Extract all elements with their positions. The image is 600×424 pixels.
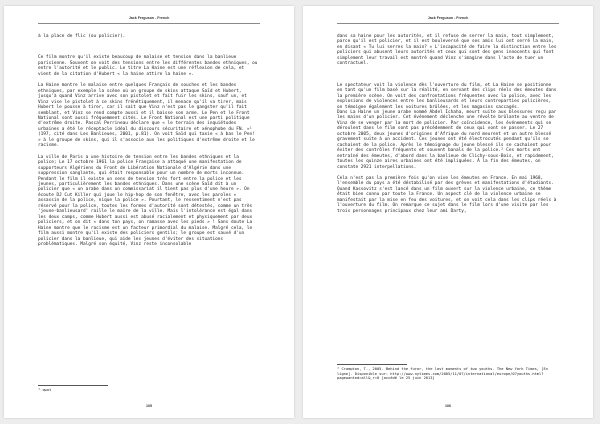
header-rule <box>38 23 260 24</box>
paragraph: Ce film montre qu'il existe beaucoup de malaise et tension dans la banlieue parisienne. Souvent on voit des tensions entre les différentes bandes ethniques, ou entre l'autorité et le public. Le titre La Haine est une réflexion de cela, et vient de la citation d'Hubert « la haine attire la haine ». <box>38 55 258 77</box>
footnote-rule <box>337 364 407 365</box>
running-head: Jack Ferguson - French <box>128 16 170 20</box>
paragraph: Le spectateur voit la violence dès l'ouverture du film, et La Haine se positionne en tant qu'un film basé sur la réalité, en servant des clips réels des émeutes dans la première scène. On voit des confrontations fréquentes avec la police, avec les explosions de violences entre les banlieusards et leurs contreparties policières, on témoigne également les voitures brûlées, et les magasins saccagés. <box>337 82 557 110</box>
page-number: 105 <box>146 404 152 408</box>
paragraph: dans sa haine pour les autorités, et il refuse de serrer la main, tout simplement, parce qu'il est policier, et il est bouleversé que ses amis lui ont serré la main, en disant « Tu lui serres la main? » L'incapacité de faire la distinction entre les policiers qui abusent leurs autorités et ceux qui sont des gens innocents qui font simplement leur travail est montré quand Vinz s'imagine dans l'acte de tuer un contractuel. <box>337 34 557 67</box>
paragraph: Dans La Haine un jeune arabe nommé Abdel Ichaha, meurt suite aux blessures reçu par les mains d'un policier. Cet événement déclenche une révolte brûlante au ventre de Vinz de se venger par la mort de policier. Par coïncidence, les événements qui se déroulent dans le film sont pas précédemment de ceux qui vont se passer. Le 27 octobre 2005, deux jeunes d'origines d'Afrique du nord meurent et un autre blessé gravement suite à un accident. Ces jeunes ont été électrocutés pendant qu'ils se cachaient de la police. Après le témoignage du jeune blessé ils se cachaient pour éviter des contrôles fréquents et souvent banals de la police.² Ces morts ont entraîné des émeutes, d'abord dans la banlieue de Clichy-sous-Bois, et rapidement, toutes les quinze aires urbaines ont été impliquées. À la fin des émeutes, on constate 2921 interpellations. <box>337 109 557 170</box>
paragraph: Cela n'est pas la première fois qu'on vive les émeutes en France. En mai 1968, l'ensemble du pays a été déstabilisé par des grèves et manifestations d'étudiants. Quand Kassovitz s'est lancé dans un film ouvert sur la violence urbaine, ce thème était bien connu par toute la France. Un aspect clé de la violence urbaine se manifestait par la mise en feu des voitures, et on voit cela dans les clips réels à l'ouverture du film. On remarque ce sujet dans le film lors d'une visite par les trois personnages principaux chez leur ami Darty, <box>337 175 557 214</box>
footnote-text: ² Crampton, T., 2005. Behind the furor, the last moments of two youths. The New York Times, [En ligne]. Disponible sur: http://www.nytimes.com/2005/11/07/international/europe/07youths.html?pagewanted=all&_r=0 [accédé le 25 juin 2013] <box>337 367 548 381</box>
left-page <box>4 6 294 418</box>
footnote-rule <box>38 385 108 386</box>
paragraph: La ville de Paris a une histoire de tension entre les bandes ethniques et la police; Le 17 octobre 1961 la police Française a attaqué une manifestation de supporteurs Algériens du Front de Libération Nationale d'Algérie dans une suppression sanglante, qui était responsable pour un nombre de morts inconnue. Pendant le film il existe un sens de tension très fort entre la police et les jeunes, particulièrement les bandes ethniques. Dans une scène Saïd dit à un policier que « un arabe dans un commissariat il tient pas plus d'une heure ». On écoute DJ Cut Killer qui joue le hip-hop de son fenêtre, avec les paroles « assassin de la police, nique la police ». Pourtant, le ressentiment n'est pas réservé pour la police, toutes les formes d'autorité sont détestés, comme un très 'jeune-banlieusard' raille le maire de la ville. Mais l'intolérance est égal dans les deux camps, comme Hubert aussi est abusé racialement et physiquement par deux policiers, et on dit « dans ton pays, on ramasse avec les pieds » ! Sans doute La Haine montre que le racisme est un facteur primordial du malaise. Malgré cela, le film aussi montre qu'il existe des policiers gentils; le groupe est sauvé d'un policier dans la banlieue, qui aide les jeunes d'éviter des situations problématiques. Malgré son équité, Vinz reste inconsolable <box>38 154 253 247</box>
paragraph: La Haine montre le malaise entre quelques Français de souches et les bandes ethniques, par exemple la scène où un groupe de skins attaque Saïd et Hubert, jusqu'à quand Vinz arrive avec son pistolet et fait fuir les skins, sauf un, et Vinz vise le pistolet à ce skins frénétiquement, il menace qu'il va tirer, mais Hubert le pousse à tirer, car il sait que Vinz n'est pas le gangster qu'il fait semblant, et Vinz se rend compte aussi et il baisse son arme. Le Pen et le Front National sont aussi fréquemment cités. Le Front National est une parti politique d'extrême droite. Pascal Perrineau déclare que « le terrain des inquiétudes urbaines a été le réceptacle idéal du discours sécuritaire et xénophobe du FN. »¹ (197, cité dans Les Banlieues, 2001, p.81). On voit Saïd qui taxie « à bas le Pen! » à le groupe de skins, qui il s'associe aux les politiques d'extrême droite et le racisme. <box>38 83 255 149</box>
footnote-text: ¹ qwot <box>38 388 52 392</box>
paragraph: à la place de flic (ou policier). <box>38 34 126 39</box>
left-page-body <box>38 34 260 247</box>
right-page <box>303 6 593 418</box>
page-number: 106 <box>445 404 451 408</box>
running-head: Jack Ferguson - French <box>427 16 469 20</box>
header-rule <box>337 23 559 24</box>
right-page-body <box>337 34 559 214</box>
footnote <box>38 388 260 393</box>
footnote <box>337 367 559 381</box>
